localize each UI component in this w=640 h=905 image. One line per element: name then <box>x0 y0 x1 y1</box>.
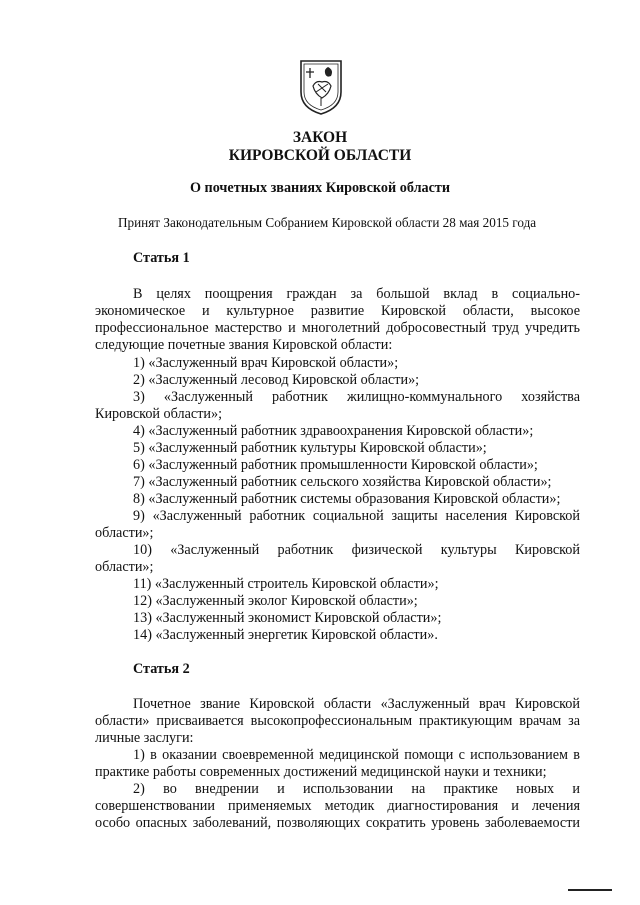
article-2-text-line: Почетное звание Кировской области «Заслуженный врач Кировской <box>133 696 580 712</box>
adoption-note: Принят Законодательным Собранием Кировской области 28 мая 2015 года <box>118 215 537 230</box>
article-1-text-line: экономическое и культурное развитие Кировской области, высокое <box>95 303 580 319</box>
article-2-text-line: совершенствовании применяемых методик диагностирования и лечения <box>95 798 580 814</box>
list-item: 7) «Заслуженный работник сельского хозяйства Кировской области»; <box>133 474 552 490</box>
list-item-continuation: Кировской области»; <box>95 406 223 422</box>
law-title-line1: ЗАКОН <box>292 129 348 146</box>
list-item: 1) «Заслуженный врач Кировской области»; <box>133 355 399 371</box>
article-2-text-line: практике работы современных достижений медицинской науки и техники; <box>95 764 547 780</box>
list-item: 5) «Заслуженный работник культуры Кировской области»; <box>133 440 487 456</box>
list-item: 10) «Заслуженный работник физической культуры Кировской <box>133 542 580 558</box>
footer-rule <box>568 889 612 891</box>
law-title-line2: КИРОВСКОЙ ОБЛАСТИ <box>228 147 412 164</box>
article-1-text-line: В целях поощрения граждан за большой вклад в социально- <box>133 286 580 302</box>
list-item: 13) «Заслуженный экономист Кировской области»; <box>133 610 442 626</box>
list-item: 14) «Заслуженный энергетик Кировской области». <box>133 627 438 643</box>
list-item: 4) «Заслуженный работник здравоохранения Кировской области»; <box>133 423 534 439</box>
article-1-heading: Статья 1 <box>133 250 190 266</box>
list-item: 9) «Заслуженный работник социальной защиты населения Кировской <box>133 508 580 524</box>
article-1-text-line: следующие почетные звания Кировской области: <box>95 337 393 353</box>
coat-of-arms-emblem <box>298 58 344 116</box>
article-2-text-line: особо опасных заболеваний, позволяющих сократить уровень заболеваемости <box>95 815 580 831</box>
law-subtitle: О почетных званиях Кировской области <box>189 180 451 196</box>
article-2-text-line: личные заслуги: <box>95 730 194 746</box>
article-2-heading: Статья 2 <box>133 661 190 677</box>
list-item: 3) «Заслуженный работник жилищно-коммунального хозяйства <box>133 389 580 405</box>
list-item: 6) «Заслуженный работник промышленности Кировской области»; <box>133 457 538 473</box>
list-item: 11) «Заслуженный строитель Кировской области»; <box>133 576 439 592</box>
article-2-list-item: 1) в оказании своевременной медицинской помощи с использованием в <box>133 747 580 763</box>
list-item: 2) «Заслуженный лесовод Кировской области»; <box>133 372 420 388</box>
list-item-continuation: области»; <box>95 525 154 541</box>
list-item: 12) «Заслуженный эколог Кировской области»; <box>133 593 418 609</box>
list-item: 8) «Заслуженный работник системы образования Кировской области»; <box>133 491 561 507</box>
article-1-text-line: профессиональное мастерство и многолетний добросовестный труд учредить <box>95 320 580 336</box>
article-2-text-line: области» присваивается высокопрофессиональным практикующим врачам за <box>95 713 580 729</box>
list-item-continuation: области»; <box>95 559 154 575</box>
article-2-list-item: 2) во внедрении и использовании на практике новых и <box>133 781 580 797</box>
